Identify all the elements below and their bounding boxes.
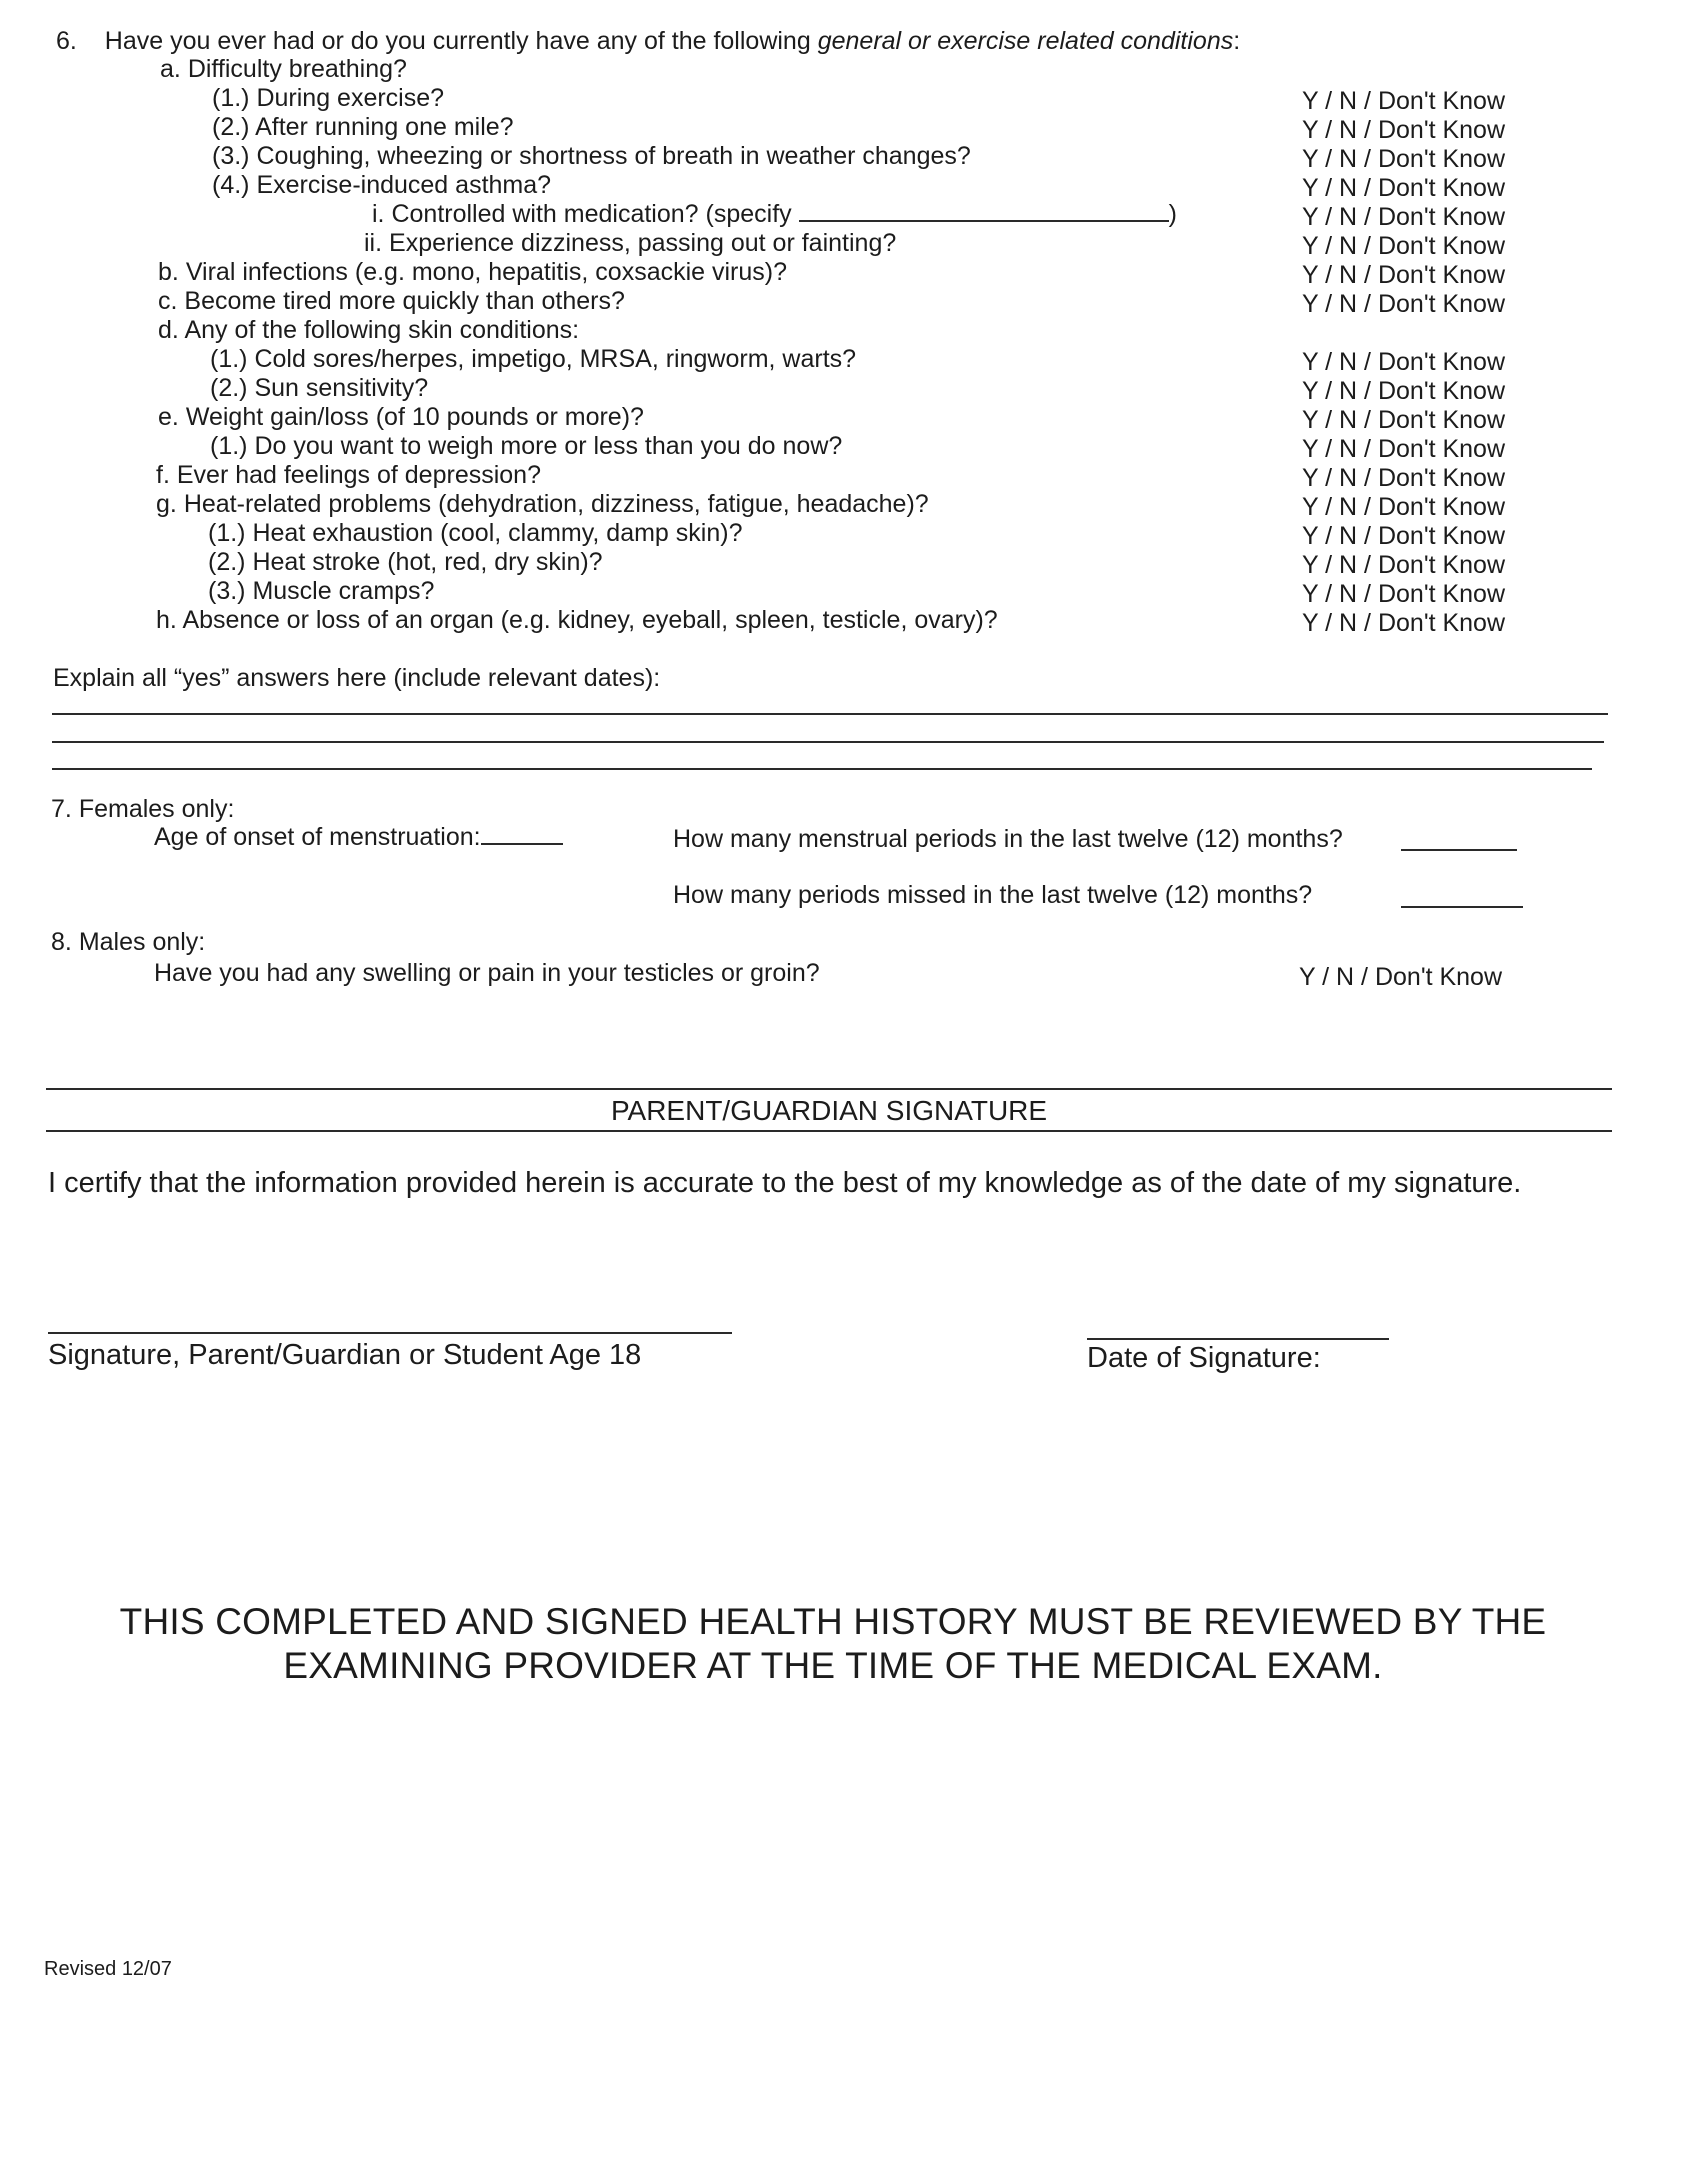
q8-number: 8. (51, 928, 72, 956)
q6-item-a4-i (372, 202, 1177, 227)
q7-number: 7. (51, 795, 72, 823)
onset-label: Age of onset of menstruation: (154, 823, 481, 851)
q6-number: 6. (56, 27, 77, 55)
q6-lead-end: : (1233, 27, 1241, 55)
answer-choice-c[interactable]: Y / N / Don't Know (1302, 290, 1506, 318)
item-text: Difficulty breathing? (187, 55, 407, 83)
certification-statement: I certify that the information provided herein is accurate to the best of my knowledge as of the date of my signature. (48, 1167, 1522, 1199)
answer-choice-a4-i[interactable]: Y / N / Don't Know (1302, 203, 1506, 231)
q7-periods-label: How many menstrual periods in the last twelve (12) months? (673, 825, 1343, 853)
q6-item-d1 (210, 347, 856, 372)
explain-line-2[interactable] (52, 741, 1604, 743)
periods-count-field[interactable] (1401, 849, 1517, 851)
q7-heading: Females only: (78, 795, 235, 823)
q8-header (51, 930, 205, 955)
item-text: Coughing, wheezing or shortness of breath in weather changes? (256, 142, 971, 170)
item-label: h. (156, 606, 177, 634)
item-text: Muscle cramps? (252, 577, 435, 605)
item-label: c. (158, 287, 178, 315)
q8-heading: Males only: (78, 928, 206, 956)
date-signature-label: Date of Signature: (1087, 1342, 1321, 1374)
onset-age-field[interactable] (481, 825, 563, 845)
item-label: (4.) (212, 171, 250, 199)
item-text: Experience dizziness, passing out or fainting? (389, 229, 897, 257)
item-label: i. (372, 200, 385, 228)
item-text: Heat exhaustion (cool, clammy, damp skin)? (252, 519, 743, 547)
section-divider-top (46, 1088, 1612, 1090)
item-text: Viral infections (e.g. mono, hepatitis, coxsackie virus)? (185, 258, 788, 286)
item-label: (1.) (212, 84, 250, 112)
missed-count-field[interactable] (1401, 906, 1523, 908)
answer-choice-q8[interactable]: Y / N / Don't Know (1299, 963, 1503, 991)
q6-item-e (158, 405, 644, 430)
answer-choice-g1[interactable]: Y / N / Don't Know (1302, 522, 1506, 550)
q6-item-a (160, 57, 407, 82)
item-text: Weight gain/loss (of 10 pounds or more)? (185, 403, 644, 431)
q6-item-a2 (212, 115, 514, 140)
q6-item-f (156, 463, 541, 488)
item-text: Heat-related problems (dehydration, dizziness, fatigue, headache)? (183, 490, 929, 518)
answer-choice-f[interactable]: Y / N / Don't Know (1302, 464, 1506, 492)
review-notice-banner (40, 1600, 1626, 1688)
answer-choice-e[interactable]: Y / N / Don't Know (1302, 406, 1506, 434)
item-text: Controlled with medication? (specify (391, 200, 792, 228)
item-text: Become tired more quickly than others? (184, 287, 625, 315)
answer-choice-d2[interactable]: Y / N / Don't Know (1302, 377, 1506, 405)
item-label: (3.) (212, 142, 250, 170)
item-label: ii. (364, 229, 383, 257)
medication-specify-field[interactable] (799, 202, 1169, 222)
q6-item-g (156, 492, 929, 517)
item-text: Exercise-induced asthma? (256, 171, 552, 199)
item-text: Cold sores/herpes, impetigo, MRSA, ringworm, warts? (254, 345, 857, 373)
item-label: (3.) (208, 577, 246, 605)
answer-choice-a1[interactable]: Y / N / Don't Know (1302, 87, 1506, 115)
q6-item-d2 (210, 376, 428, 401)
item-text: During exercise? (256, 84, 445, 112)
item-label: b. (158, 258, 179, 286)
item-close-paren: ) (1168, 200, 1177, 228)
item-text: Absence or loss of an organ (e.g. kidney, eyeball, spleen, testicle, ovary)? (182, 606, 998, 634)
q6-item-g3 (208, 579, 434, 604)
item-text: Sun sensitivity? (254, 374, 429, 402)
explain-line-1[interactable] (52, 713, 1608, 715)
q6-lead: Have you ever had or do you currently have any of the following (104, 27, 811, 55)
q6-item-a3 (212, 144, 971, 169)
q6-item-b (158, 260, 787, 285)
item-label: e. (158, 403, 179, 431)
signature-label: Signature, Parent/Guardian or Student Age 18 (48, 1339, 642, 1371)
q6-item-h (156, 608, 998, 633)
answer-choice-d1[interactable]: Y / N / Don't Know (1302, 348, 1506, 376)
item-label: (1.) (208, 519, 246, 547)
q6-item-g1 (208, 521, 742, 546)
q6-item-a4 (212, 173, 551, 198)
item-label: g. (156, 490, 177, 518)
q8-question: Have you had any swelling or pain in your testicles or groin? (154, 959, 820, 987)
answer-choice-a4[interactable]: Y / N / Don't Know (1302, 174, 1506, 202)
item-text: Ever had feelings of depression? (176, 461, 541, 489)
q6-item-a1 (212, 86, 444, 111)
explain-line-3[interactable] (52, 768, 1592, 770)
q7-onset (154, 825, 563, 850)
explain-label: Explain all “yes” answers here (include relevant dates): (53, 664, 661, 692)
item-label: f. (156, 461, 170, 489)
answer-choice-g[interactable]: Y / N / Don't Know (1302, 493, 1506, 521)
signature-line[interactable] (48, 1332, 732, 1334)
answer-choice-g3[interactable]: Y / N / Don't Know (1302, 580, 1506, 608)
q6-header (56, 29, 1240, 54)
item-text: Any of the following skin conditions: (184, 316, 580, 344)
q6-item-e1 (210, 434, 842, 459)
item-text: After running one mile? (255, 113, 514, 141)
item-label: a. (160, 55, 181, 83)
item-text: Heat stroke (hot, red, dry skin)? (252, 548, 603, 576)
item-label: (1.) (210, 345, 248, 373)
banner-line-1: THIS COMPLETED AND SIGNED HEALTH HISTORY MUST BE REVIEWED BY THE (119, 1601, 1547, 1642)
q6-lead-italic: general or exercise related conditions (817, 27, 1234, 55)
revision-note: Revised 12/07 (44, 1958, 172, 1980)
answer-choice-a3[interactable]: Y / N / Don't Know (1302, 145, 1506, 173)
answer-choice-a2[interactable]: Y / N / Don't Know (1302, 116, 1506, 144)
date-signature-line[interactable] (1087, 1338, 1389, 1340)
banner-line-2: EXAMINING PROVIDER AT THE TIME OF THE MEDICAL EXAM. (283, 1645, 1383, 1686)
signature-section-title: PARENT/GUARDIAN SIGNATURE (610, 1095, 1048, 1126)
item-label: (2.) (208, 548, 246, 576)
item-label: d. (158, 316, 179, 344)
section-divider-bottom (46, 1130, 1612, 1132)
answer-choice-b[interactable]: Y / N / Don't Know (1302, 261, 1506, 289)
item-label: (1.) (210, 432, 248, 460)
q7-header (51, 797, 234, 822)
q6-item-g2 (208, 550, 603, 575)
q7-missed-label: How many periods missed in the last twelve (12) months? (673, 881, 1313, 909)
answer-choice-a4-ii[interactable]: Y / N / Don't Know (1302, 232, 1506, 260)
q6-item-d (158, 318, 579, 343)
answer-choice-g2[interactable]: Y / N / Don't Know (1302, 551, 1506, 579)
answer-choice-h[interactable]: Y / N / Don't Know (1302, 609, 1506, 637)
answer-choice-e1[interactable]: Y / N / Don't Know (1302, 435, 1506, 463)
q6-item-a4-ii (364, 231, 896, 256)
item-label: (2.) (212, 113, 250, 141)
item-text: Do you want to weigh more or less than you do now? (254, 432, 843, 460)
q6-item-c (158, 289, 625, 314)
item-label: (2.) (210, 374, 248, 402)
